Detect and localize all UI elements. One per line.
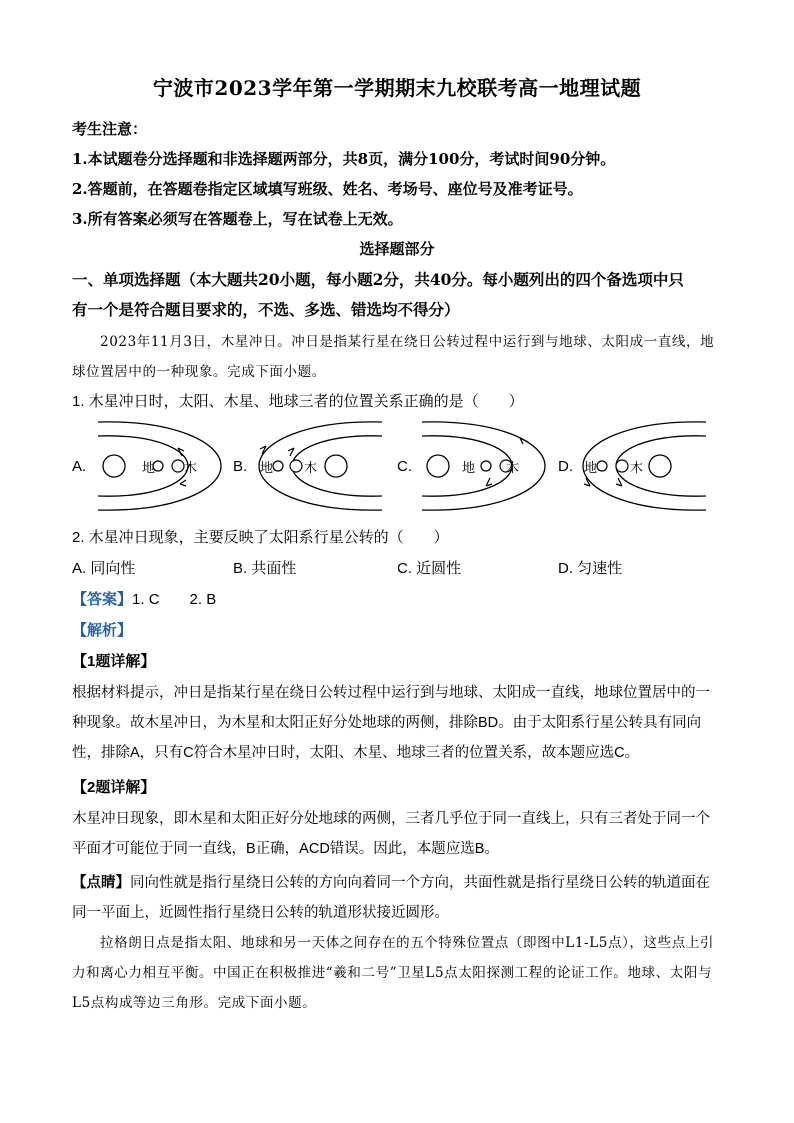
jupiter-icon <box>616 460 628 472</box>
q2-stem: 2. 木星冲日现象，主要反映了太阳系行星公转的（ ） <box>72 529 449 546</box>
tip-tag: 【点睛】 <box>72 875 130 891</box>
sun-icon <box>427 455 449 477</box>
answer-line <box>72 588 722 609</box>
sun-icon <box>649 455 671 477</box>
material1-line2: 球位置居中的一种现象。完成下面小题。 <box>72 364 326 380</box>
q1-option-letter: B. <box>233 458 248 475</box>
exam-title: 宁波市2023学年第一学期期末九校联考高一地理试题 <box>152 76 642 100</box>
jupiter-label: 木 <box>506 460 520 475</box>
q1-option-b-diagram <box>254 418 384 514</box>
notice-item: 2.答题前，在答题卷指定区域填写班级、姓名、考场号、座位号及准考证号。 <box>72 180 583 198</box>
jupiter-label: 木 <box>184 460 198 475</box>
orbit-arrow-icon <box>616 478 622 486</box>
detail2-text: 木星冲日现象，即木星和太阳正好分处地球的两侧，三者几乎位于同一直线上，只有三者处于同一个平面才可能位于同一直线，B正确，ACD错误。因此，本题应选B。 <box>72 811 710 857</box>
q1-option-c-diagram <box>420 418 550 514</box>
part1-heading-line2: 有一个是符合题目要求的，不选、多选、错选均不得分） <box>72 300 460 319</box>
q1-option-a-diagram <box>96 418 226 514</box>
jupiter-label: 木 <box>304 460 318 475</box>
orbit-arrow-icon <box>260 446 266 454</box>
section-title: 选择题部分 <box>359 240 435 258</box>
analysis-tag: 【解析】 <box>72 622 133 639</box>
earth-label: 地 <box>462 460 476 475</box>
detail1-tag: 【1题详解】 <box>72 653 156 670</box>
detail1-text: 根据材料提示，冲日是指某行星在绕日公转过程中运行到与地球、太阳成一直线，地球位置居中的一种现象。故木星冲日，为木星和太阳正好分处地球的两侧，排除BD。由于太阳系行星公转具有同向性，排除A，只有C符合木星冲日时，太阳、木星、地球三者的位置关系，故本题应选C。 <box>72 685 710 761</box>
earth-label: 地 <box>142 460 156 475</box>
notice-heading: 考生注意： <box>72 120 148 138</box>
q2-option-c: C. 近圆性 <box>397 560 462 577</box>
q1-option-letter: A. <box>72 458 87 475</box>
q1-option-letter: D. <box>558 458 573 475</box>
jupiter-icon <box>290 460 302 472</box>
orbit-arrow-icon <box>486 478 492 486</box>
orbit-arrow-icon <box>520 438 528 444</box>
part1-heading-line1: 一、单项选择题（本大题共20小题，每小题2分，共40分。每小题列出的四个备选项中只 <box>72 270 684 289</box>
earth-icon <box>273 461 283 471</box>
analysis-line <box>72 619 722 640</box>
earth-icon <box>597 461 607 471</box>
answer-tag: 【答案】 <box>72 591 133 608</box>
q2-option-d: D. 匀速性 <box>558 560 623 577</box>
q2-option-a: A. 同向性 <box>72 560 136 577</box>
material2-paragraph: 拉格朗日点是指太阳、地球和另一天体之间存在的五个特殊位置点（即图中L1-L5点），这些点上引力和离心力相互平衡。中国正在积极推进“羲和二号”卫星L5点太阳探测工程的论证工作。地球、太阳与L5点构成等边三角形。完成下面小题。 <box>72 935 715 1011</box>
q1-option-letter: C. <box>397 458 412 475</box>
answer-text: 1. C 2. B <box>132 591 217 608</box>
earth-icon <box>481 461 491 471</box>
notice-item: 3.所有答案必须写在答题卷上，写在试卷上无效。 <box>72 210 403 228</box>
notice-item: 1.本试题卷分选择题和非选择题两部分，共8页，满分100分，考试时间90分钟。 <box>72 150 616 168</box>
tip-text: 同向性就是指行星绕日公转的方向向着同一个方向，共面性就是指行星绕日公转的轨道面在同一平面上，近圆性指行星绕日公转的轨道形状接近圆形。 <box>72 875 710 921</box>
detail2-tag: 【2题详解】 <box>72 779 156 796</box>
jupiter-label: 木 <box>630 460 644 475</box>
earth-label: 地 <box>260 460 274 475</box>
tip-paragraph <box>72 868 722 928</box>
sun-icon <box>325 455 347 477</box>
material1-line1: 2023年11月3日，木星冲日。冲日是指某行星在绕日公转过程中运行到与地球、太阳成一直线，地 <box>100 334 715 350</box>
orbit-arrow-icon <box>288 448 294 456</box>
sun-icon <box>103 455 125 477</box>
earth-label: 地 <box>584 460 598 475</box>
q1-stem: 1. 木星冲日时，太阳、木星、地球三者的位置关系正确的是（ ） <box>72 393 524 410</box>
q2-option-b: B. 共面性 <box>233 560 297 577</box>
jupiter-icon <box>172 460 184 472</box>
orbit-arrow-icon <box>180 480 186 486</box>
orbit-arrow-icon <box>584 478 590 486</box>
